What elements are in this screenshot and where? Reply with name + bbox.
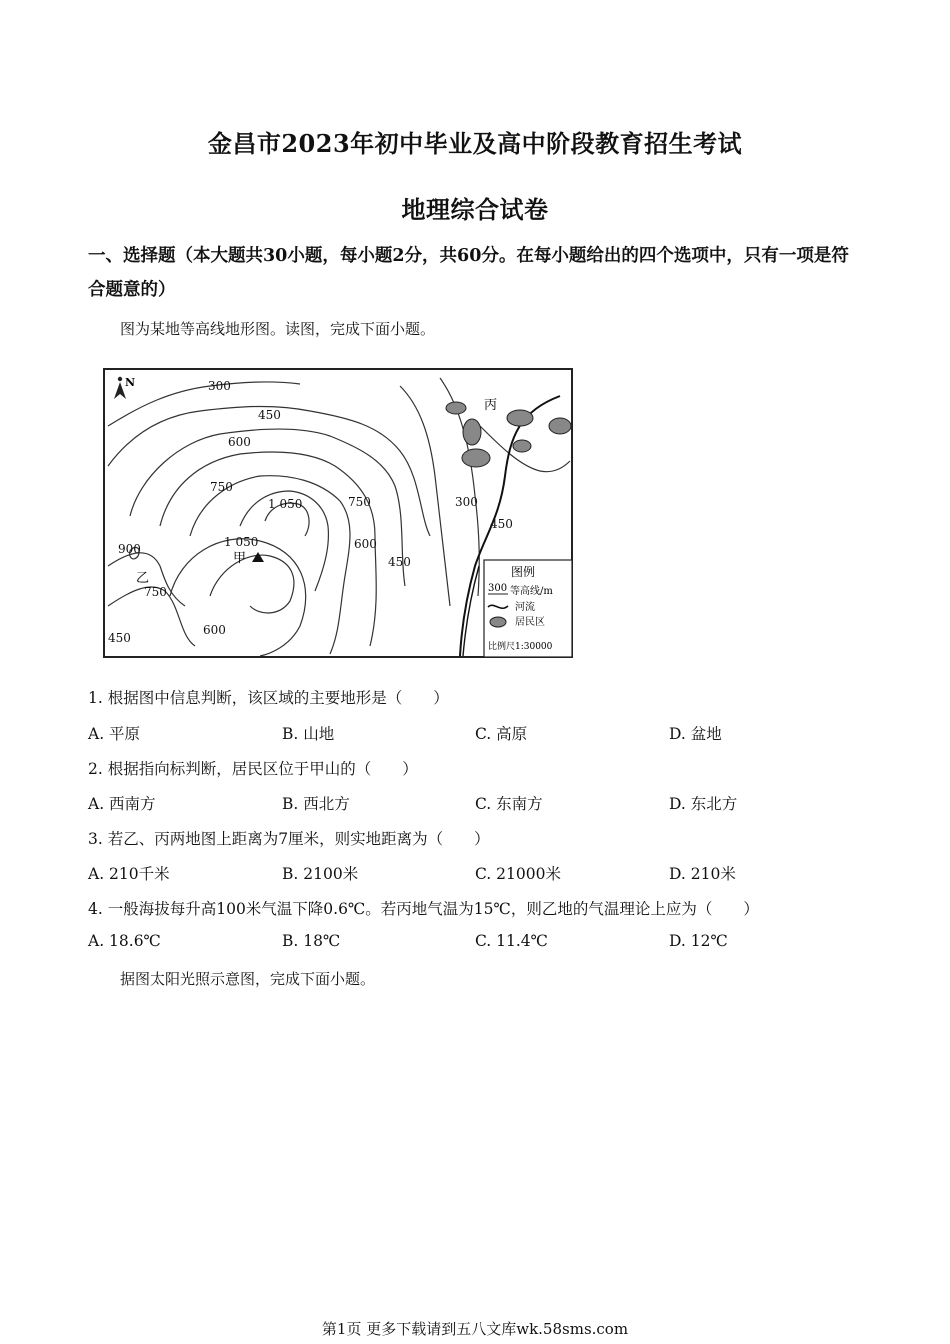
place-jia: 甲 bbox=[233, 551, 247, 566]
place-bing: 丙 bbox=[484, 398, 498, 413]
contour-label: 1 050 bbox=[224, 535, 259, 549]
option-a: A. 平原 bbox=[88, 725, 141, 743]
option-a: A. 18.6℃ bbox=[88, 932, 161, 950]
option-d: D. 东北方 bbox=[669, 795, 738, 813]
contour-label: 600 bbox=[228, 435, 251, 449]
north-label: N bbox=[125, 376, 136, 389]
contour-label: 750 bbox=[348, 495, 371, 509]
option-b: B. 2100米 bbox=[282, 865, 359, 883]
contour-label: 450 bbox=[108, 631, 131, 645]
option-b: B. 西北方 bbox=[282, 795, 350, 813]
map-scale: 比例尺1:30000 bbox=[488, 642, 553, 652]
question-3: 3. 若乙、丙两地图上距离为7厘米，则实地距离为（ ） bbox=[88, 830, 490, 848]
question-1: 1. 根据图中信息判断，该区域的主要地形是（ ） bbox=[88, 689, 449, 707]
contour-label: 300 bbox=[455, 495, 478, 509]
legend-title: 图例 bbox=[511, 565, 536, 579]
option-d: D. 盆地 bbox=[669, 725, 722, 743]
contour-label: 600 bbox=[354, 537, 377, 551]
question-2: 2. 根据指向标判断，居民区位于甲山的（ ） bbox=[88, 760, 418, 778]
option-a: A. 西南方 bbox=[88, 795, 156, 813]
contour-label: 1 050 bbox=[268, 497, 303, 511]
contour-label: 450 bbox=[490, 517, 513, 531]
legend-residential-icon bbox=[490, 617, 506, 627]
legend-river: 河流 bbox=[515, 602, 535, 613]
option-b: B. 山地 bbox=[282, 725, 335, 743]
legend-contour: 等高线/m bbox=[510, 586, 553, 597]
option-c: C. 21000米 bbox=[475, 865, 561, 883]
map-intro: 图为某地等高线地形图。读图，完成下面小题。 bbox=[120, 320, 436, 338]
contour-label: 450 bbox=[388, 555, 411, 569]
contour-label: 450 bbox=[258, 408, 281, 422]
place-yi: 乙 bbox=[136, 571, 150, 586]
contour-label: 750 bbox=[210, 480, 233, 494]
option-c: C. 高原 bbox=[475, 725, 528, 743]
contour-label: 300 bbox=[208, 379, 231, 393]
option-d: D. 210米 bbox=[669, 865, 736, 883]
contour-label: 600 bbox=[203, 623, 226, 637]
exam-subtitle: 地理综合试卷 bbox=[401, 195, 549, 224]
exam-title: 金昌市2023年初中毕业及高中阶段教育招生考试 bbox=[207, 129, 743, 158]
question-4: 4. 一般海拔每升高100米气温下降0.6℃。若丙地气温为15℃，则乙地的气温理论上应为（ ） bbox=[88, 900, 759, 918]
sunlight-intro: 据图太阳光照示意图，完成下面小题。 bbox=[120, 970, 376, 988]
legend-contour-number: 300 bbox=[488, 583, 508, 594]
page-footer: 第1页 更多下载请到五八文库wk.58sms.com bbox=[321, 1320, 629, 1338]
option-b: B. 18℃ bbox=[282, 932, 341, 950]
option-a: A. 210千米 bbox=[88, 865, 170, 883]
contour-label: 750 bbox=[144, 585, 167, 599]
map-legend bbox=[484, 560, 572, 657]
section-heading: 一、选择题（本大题共30小题，每小题2分，共60分。在每小题给出的四个选项中，只有一项是符合题意的） bbox=[88, 246, 849, 300]
contour-label: 900 bbox=[118, 542, 141, 556]
contour-map bbox=[100, 366, 576, 662]
legend-residential: 居民区 bbox=[515, 617, 545, 628]
option-c: C. 东南方 bbox=[475, 795, 543, 813]
option-d: D. 12℃ bbox=[669, 932, 728, 950]
option-c: C. 11.4℃ bbox=[475, 932, 549, 950]
